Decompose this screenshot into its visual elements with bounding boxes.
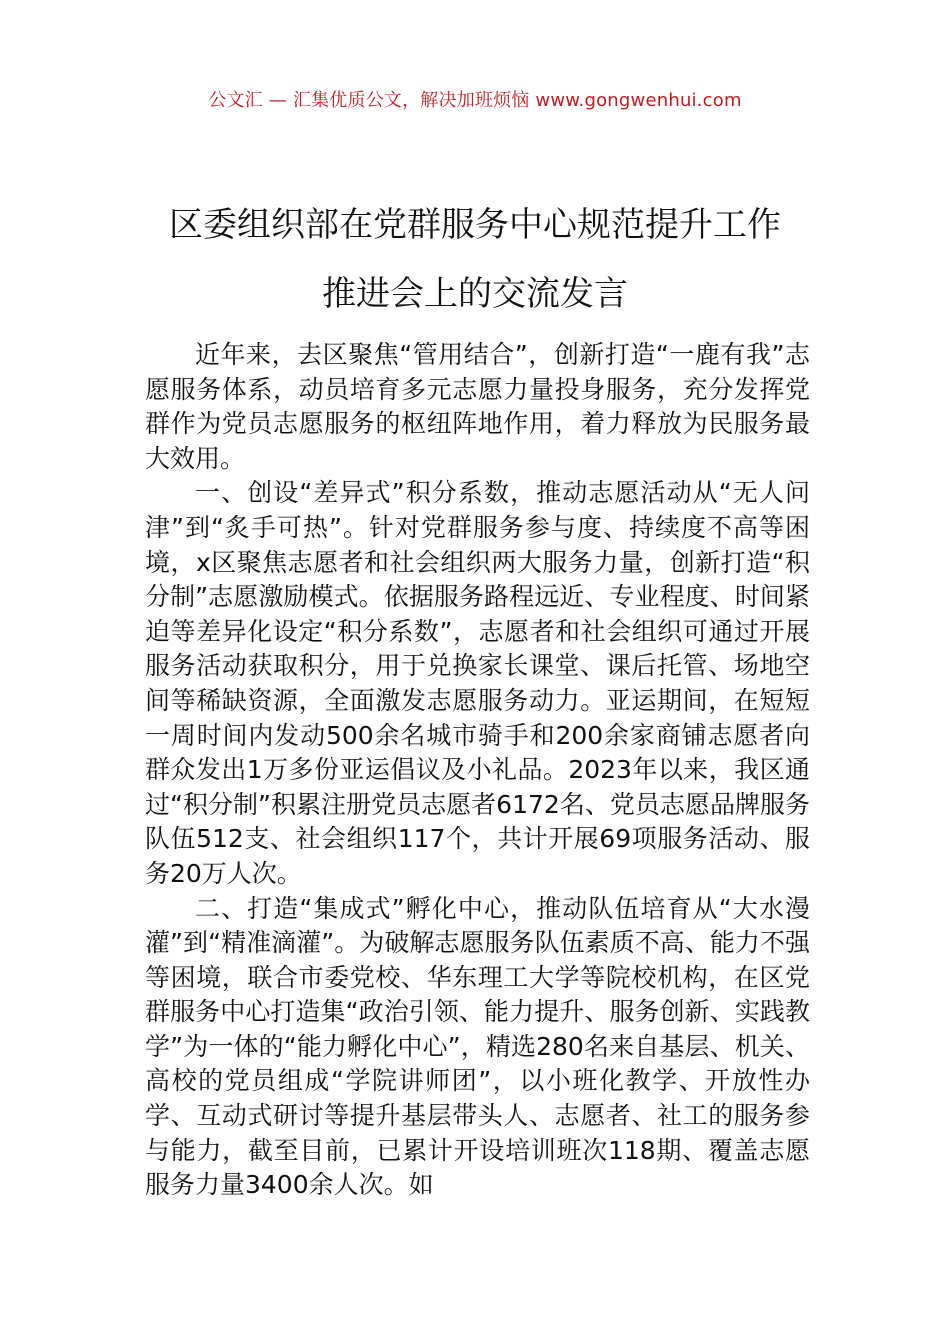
paragraph-section-2: 二、打造“集成式”孵化中心，推动队伍培育从“大水漫灌”到“精准滴灌”。为破解志愿服务队伍素质不高、能力不强等困境，联合市委党校、华东理工大学等院校机构，在区党群服务中心打造集“政治引领、能力提升、服务创新、实践教学”为一体的“能力孵化中心”，精选280名来自基层、机关、高校的党员组成“学院讲师团”，以小班化教学、开放性办学、互动式研讨等提升基层带头人、志愿者、社工的服务参与能力，截至目前，已累计开设培训班次118期、覆盖志愿服务力量3400余人次。如 (145, 893, 810, 1200)
document-title-line-2: 推进会上的交流发言 (322, 273, 628, 314)
document-title-line-1: 区委组织部在党群服务中心规范提升工作 (169, 204, 781, 245)
paragraph-intro: 近年来，去区聚焦“管用结合”，创新打造“一鹿有我”志愿服务体系，动员培育多元志愿力量投身服务，充分发挥党群作为党员志愿服务的枢纽阵地作用，着力释放为民服务最大效用。 (145, 340, 810, 473)
document-body (145, 338, 810, 1203)
page-header-watermark: 公文汇 — 汇集优质公文，解决加班烦恼 www.gongwenhui.com (208, 90, 742, 111)
paragraph-section-1: 一、创设“差异式”积分系数，推动志愿活动从“无人问津”到“炙手可热”。针对党群服务参与度、持续度不高等困境，x区聚焦志愿者和社会组织两大服务力量，创新打造“积分制”志愿激励模式。依据服务路程远近、专业程度、时间紧迫等差异化设定“积分系数”，志愿者和社会组织可通过开展服务活动获取积分，用于兑换家长课堂、课后托管、场地空间等稀缺资源，全面激发志愿服务动力。亚运期间，在短短一周时间内发动500余名城市骑手和200余家商铺志愿者向群众发出1万多份亚运倡议及小礼品。2023年以来，我区通过“积分制”积累注册党员志愿者6172名、党员志愿品牌服务队伍512支、社会组织117个，共计开展69项服务活动、服务20万人次。 (145, 478, 810, 888)
